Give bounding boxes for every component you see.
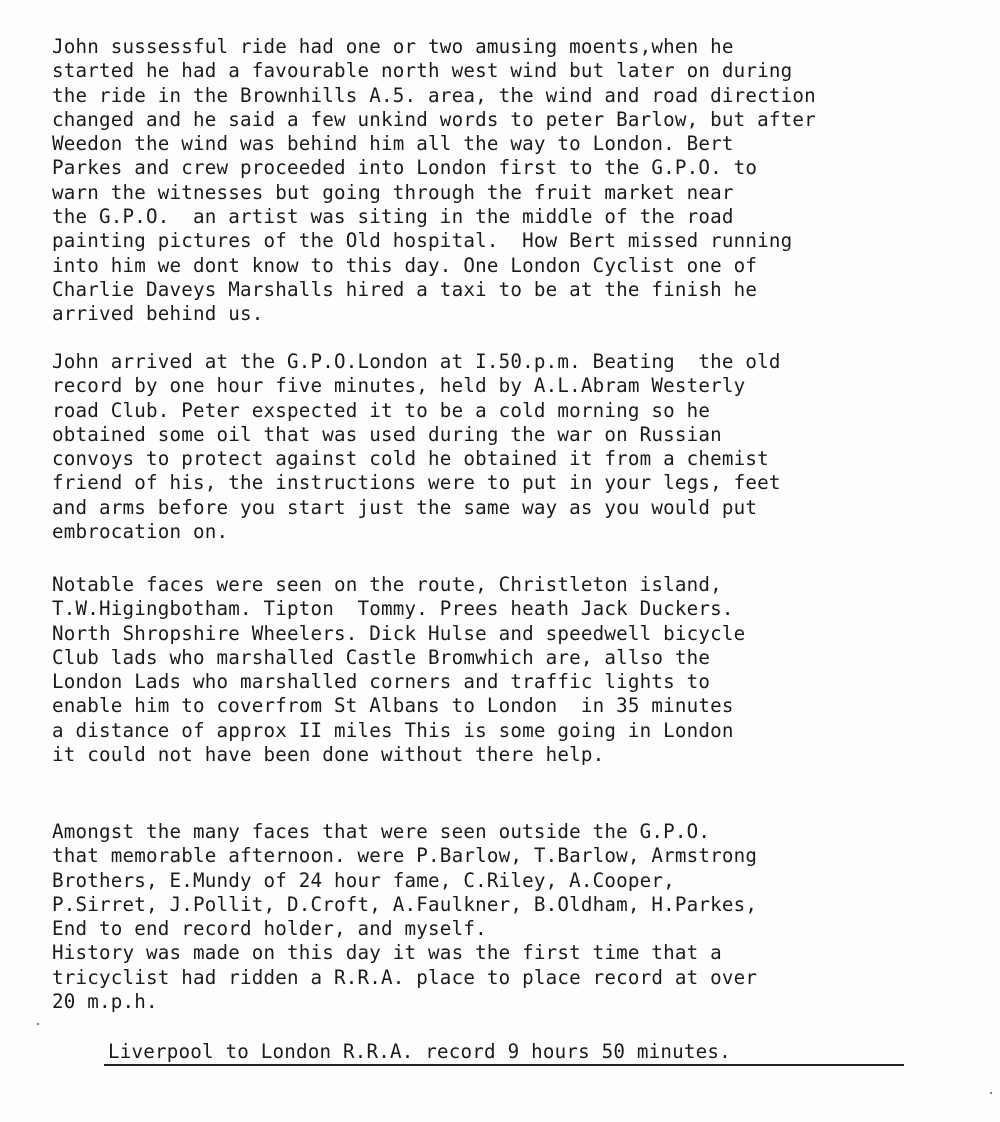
text-line: Weedon the wind was behind him all the way to London. Bert xyxy=(52,132,734,156)
paper-speck xyxy=(37,1023,39,1025)
text-line: started he had a favourable north west wind but later on during xyxy=(52,59,793,83)
text-line: it could not have been done without there help. xyxy=(52,743,605,767)
text-line: John arrived at the G.P.O.London at I.50.p.m. Beating the old xyxy=(52,350,781,373)
text-line: P.Sirret, J.Pollit, D.Croft, A.Faulkner, B.Oldham, H.Parkes, xyxy=(52,892,758,916)
text-line: embrocation on. xyxy=(52,520,229,544)
text-line: road Club. Peter exspected it to be a cold morning so he xyxy=(52,398,711,422)
text-line: changed and he said a few unkind words to peter Barlow, but after xyxy=(52,107,816,131)
text-line: Brothers, E.Mundy of 24 hour fame, C.Riley, A.Cooper, xyxy=(52,868,675,892)
underline-rule xyxy=(104,1064,904,1066)
text-line: 20 m.p.h. xyxy=(52,990,158,1014)
text-line: that memorable afternoon. were P.Barlow, T.Barlow, Armstrong xyxy=(52,844,758,868)
text-line: Charlie Daveys Marshalls hired a taxi to be at the finish he xyxy=(52,277,758,301)
text-line: obtained some oil that was used during the war on Russian xyxy=(52,422,722,446)
text-line: arrived behind us. xyxy=(52,302,264,326)
text-line: a distance of approx II miles This is some going in London xyxy=(52,718,734,742)
paper-speck xyxy=(990,1092,992,1094)
paragraph-arrival-record xyxy=(52,350,781,544)
text-line: record by one hour five minutes, held by A.L.Abram Westerly xyxy=(52,374,746,398)
text-line: convoys to protect against cold he obtained it from a chemist xyxy=(52,447,769,471)
text-line: Notable faces were seen on the route, Christleton island, xyxy=(52,573,722,596)
text-line: painting pictures of the Old hospital. How Bert missed running xyxy=(52,229,793,253)
text-line: London Lads who marshalled corners and traffic lights to xyxy=(52,670,711,694)
text-line: Amongst the many faces that were seen outside the G.P.O. xyxy=(52,820,711,843)
text-line: History was made on this day it was the first time that a xyxy=(52,941,722,965)
text-line: tricyclist had ridden a R.R.A. place to place record at over xyxy=(52,965,758,989)
text-line: North Shropshire Wheelers. Dick Hulse and speedwell bicycle xyxy=(52,621,746,645)
text-line: warn the witnesses but going through the fruit market near xyxy=(52,180,734,204)
text-line: Club lads who marshalled Castle Bromwhich are, allso the xyxy=(52,645,711,669)
text-line: enable him to coverfrom St Albans to London in 35 minutes xyxy=(52,694,734,718)
text-line: friend of his, the instructions were to put in your legs, feet xyxy=(52,471,781,495)
paragraph-ride-anecdotes xyxy=(52,35,816,327)
paragraph-gpo-faces-history xyxy=(52,820,757,1014)
text-line: and arms before you start just the same way as you would put xyxy=(52,495,758,519)
text-line: T.W.Higingbotham. Tipton Tommy. Prees heath Jack Duckers. xyxy=(52,597,734,621)
text-line: into him we dont know to this day. One London Cyclist one of xyxy=(52,253,758,277)
text-line: the G.P.O. an artist was siting in the middle of the road xyxy=(52,205,734,229)
record-summary-line: Liverpool to London R.R.A. record 9 hours 50 minutes. xyxy=(108,1040,731,1063)
paragraph-notable-faces xyxy=(52,573,745,767)
text-line: End to end record holder, and myself. xyxy=(52,917,487,941)
text-line: the ride in the Brownhills A.5. area, the wind and road direction xyxy=(52,83,816,107)
text-line: John sussessful ride had one or two amusing moents,when he xyxy=(52,35,734,58)
text-line: Parkes and crew proceeded into London first to the G.P.O. to xyxy=(52,156,758,180)
